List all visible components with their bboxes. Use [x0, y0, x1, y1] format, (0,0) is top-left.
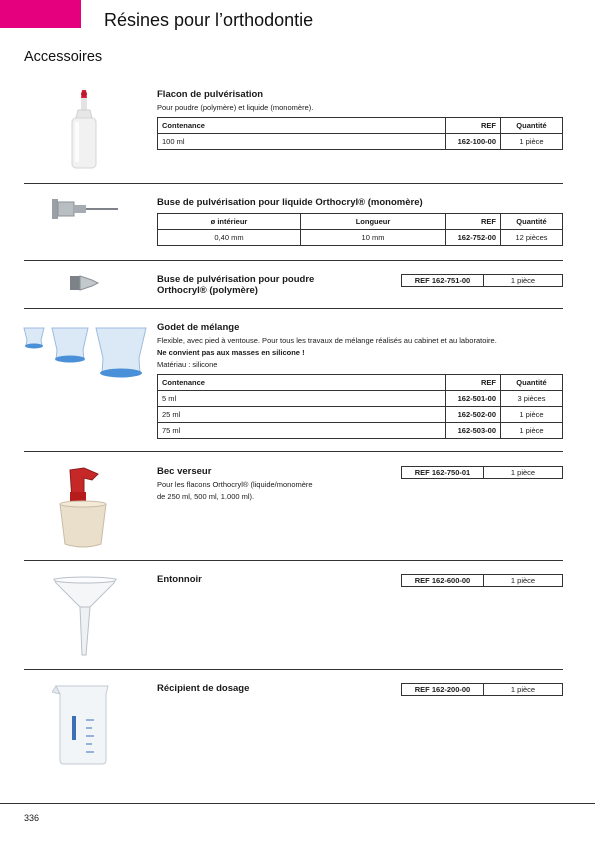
table-buse-liquide [157, 213, 563, 246]
ref-code: REF 162-751-00 [402, 275, 484, 286]
funnel-image [50, 573, 120, 659]
col-header: Contenance [158, 375, 446, 391]
header-accent-bar [0, 0, 81, 28]
divider [24, 669, 563, 670]
spray-bottle-image [66, 88, 102, 172]
footer-divider [0, 803, 595, 804]
table-cell: 1 pièce [501, 134, 563, 150]
ref-box-recipient [401, 683, 563, 696]
col-header: REF [446, 375, 501, 391]
product-title-flacon: Flacon de pulvérisation [157, 89, 264, 100]
table-cell: 3 pièces [501, 391, 563, 407]
divider [24, 183, 563, 184]
col-header: REF [446, 214, 501, 230]
table-row [158, 391, 563, 407]
needle-nozzle-image [50, 196, 120, 222]
table-cell: 100 ml [158, 134, 446, 150]
table-cell: 75 ml [158, 423, 446, 439]
table-cell: 162-752-00 [446, 230, 501, 246]
col-header: Quantité [501, 214, 563, 230]
table-cell: 12 pièces [501, 230, 563, 246]
table-row [158, 230, 563, 246]
table-cell: 162-501-00 [446, 391, 501, 407]
ref-box-buse-poudre [401, 274, 563, 287]
product-title-buse-liquide: Buse de pulvérisation pour liquide Orthocryl® (monomère) [157, 197, 423, 208]
table-cell: 162-502-00 [446, 407, 501, 423]
table-row [158, 407, 563, 423]
product-desc-flacon: Pour poudre (polymère) et liquide (monomère). [157, 103, 314, 112]
divider [24, 560, 563, 561]
page-number: 336 [24, 813, 40, 823]
table-godet [157, 374, 563, 439]
table-row [158, 134, 563, 150]
table-cell: 25 ml [158, 407, 446, 423]
product-title-godet: Godet de mélange [157, 322, 240, 333]
product-title-bec: Bec verseur [157, 466, 212, 477]
product-title-buse-poudre-1: Buse de pulvérisation pour poudre [157, 274, 315, 285]
table-row [158, 423, 563, 439]
product-title-recipient: Récipient de dosage [157, 683, 250, 694]
table-cell: 1 pièce [501, 407, 563, 423]
product-title-entonnoir: Entonnoir [157, 574, 202, 585]
ref-quantity: 1 pièce [510, 468, 536, 477]
ref-box-entonnoir [401, 574, 563, 587]
table-cell: 162-100-00 [446, 134, 501, 150]
table-cell: 162-503-00 [446, 423, 501, 439]
ref-code: REF 162-750-01 [402, 467, 484, 478]
page-title: Résines pour l’orthodontie [104, 10, 314, 30]
table-cell: 0,40 mm [158, 230, 301, 246]
ref-quantity: 1 pièce [510, 276, 536, 285]
divider [24, 451, 563, 452]
ref-quantity: 1 pièce [510, 685, 536, 694]
col-header: Quantité [501, 375, 563, 391]
col-header: REF [446, 118, 501, 134]
col-header: ø intérieur [158, 214, 301, 230]
section-title: Accessoires [24, 49, 103, 65]
ref-code: REF 162-200-00 [402, 684, 484, 695]
col-header: Longueur [301, 214, 446, 230]
product-desc-godet-1: Flexible, avec pied à ventouse. Pour tous les travaux de mélange réalisés au cabinet et au laboratoire. [157, 336, 497, 345]
pouring-spout-image [54, 464, 112, 550]
divider [24, 260, 563, 261]
mixing-cups-image [22, 322, 148, 380]
measuring-beaker-image [52, 682, 114, 766]
col-header: Contenance [158, 118, 446, 134]
product-desc-bec-2: de 250 ml, 500 ml, 1.000 ml). [157, 492, 255, 501]
divider [24, 308, 563, 309]
table-cell: 10 mm [301, 230, 446, 246]
col-header: Quantité [501, 118, 563, 134]
table-flacon [157, 117, 563, 150]
ref-quantity: 1 pièce [510, 576, 536, 585]
ref-box-bec [401, 466, 563, 479]
product-material-godet: Matériau : silicone [157, 360, 218, 369]
table-cell: 5 ml [158, 391, 446, 407]
product-desc-bec-1: Pour les flacons Orthocryl® (liquide/monomère [157, 480, 313, 489]
table-cell: 1 pièce [501, 423, 563, 439]
product-title-buse-poudre-2: Orthocryl® (polymère) [157, 285, 258, 296]
product-warning-godet: Ne convient pas aux masses en silicone ! [157, 348, 305, 357]
ref-code: REF 162-600-00 [402, 575, 484, 586]
powder-nozzle-image [68, 271, 100, 295]
